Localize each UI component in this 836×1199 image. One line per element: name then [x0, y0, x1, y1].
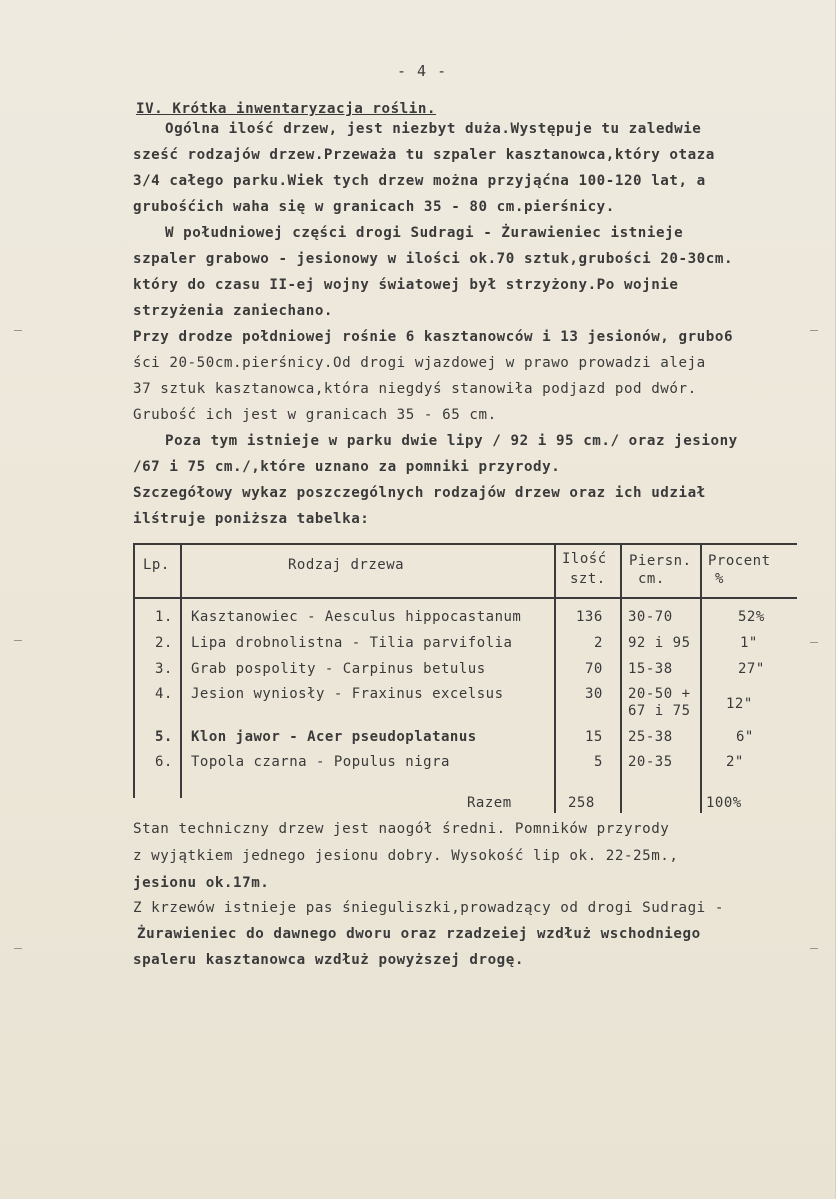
margin-mark: [14, 948, 22, 949]
table-rule-header: [133, 597, 797, 599]
row-rodzaj: Klon jawor - Acer pseudoplatanus: [191, 729, 477, 745]
paragraph-line: który do czasu II-ej wojny światowej był strzyżony.Po wojnie: [133, 277, 679, 293]
row-lp: 4.: [155, 686, 173, 702]
paragraph-line: strzyżenia zaniechano.: [133, 303, 334, 319]
paragraph-line: jesionu ok.17m.: [133, 875, 270, 891]
margin-mark: [810, 948, 818, 949]
row-rodzaj: Lipa drobnolistna - Tilia parvifolia: [191, 635, 513, 651]
paragraph-line: ści 20-50cm.pierśnicy.Od drogi wjazdowej w prawo prowadzi aleja: [133, 355, 706, 371]
paragraph-line: 3/4 całego parku.Wiek tych drzew można przyjąćna 100-120 lat, a: [133, 173, 706, 189]
paragraph-line: Grubość ich jest w granicach 35 - 65 cm.: [133, 407, 497, 423]
header-ilosc: Ilość: [562, 551, 607, 567]
row-rodzaj: Topola czarna - Populus nigra: [191, 754, 450, 770]
header-procent-unit: %: [715, 571, 724, 587]
paragraph-line: szpaler grabowo - jesionowy w ilości ok.70 sztuk,grubości 20-30cm.: [133, 251, 734, 267]
total-label: Razem: [467, 795, 512, 811]
row-piersn: 20-35: [628, 754, 673, 770]
paragraph-line: z wyjątkiem jednego jesionu dobry. Wysokość lip ok. 22-25m.,: [133, 848, 679, 864]
page-number: - 4 -: [397, 62, 448, 80]
row-piersn-second: 67 i 75: [628, 703, 691, 719]
paragraph-line: 37 sztuk kasztanowca,która niegdyś stanowiła podjazd pod dwór.: [133, 381, 697, 397]
row-piersn: 20-50 +: [628, 686, 691, 702]
margin-mark: [810, 642, 818, 643]
row-lp: 6.: [155, 754, 173, 770]
row-ilosc: 70: [585, 661, 603, 677]
paragraph-line: Żurawieniec do dawnego dworu oraz rzadzeiej wzdłuż wschodniego: [137, 926, 701, 942]
paragraph-line: grubośćich waha się w granicach 35 - 80 cm.pierśnicy.: [133, 199, 615, 215]
table-rule-vertical: [700, 543, 702, 813]
row-procent: 52%: [738, 609, 765, 625]
section-heading: IV. Krótka inwentaryzacja roślin.: [136, 101, 437, 117]
table-rule-vertical: [133, 543, 135, 798]
table-rule-vertical: [180, 543, 182, 798]
margin-mark: [14, 330, 22, 331]
table-rule-vertical: [554, 543, 556, 813]
header-lp: Lp.: [143, 557, 170, 573]
row-lp: 5.: [155, 729, 173, 745]
margin-mark: [14, 640, 22, 641]
header-piersn-unit: cm.: [638, 571, 665, 587]
total-procent: 100%: [706, 795, 742, 811]
row-piersn: 25-38: [628, 729, 673, 745]
paragraph-line: ilśtruje poniższa tabelka:: [133, 511, 370, 527]
paragraph-line: Szczegółowy wykaz poszczególnych rodzajów drzew oraz ich udział: [133, 485, 706, 501]
row-lp: 2.: [155, 635, 173, 651]
margin-mark: [810, 330, 818, 331]
header-piersn: Piersn.: [629, 553, 692, 569]
row-piersn: 15-38: [628, 661, 673, 677]
paragraph-line: Poza tym istnieje w parku dwie lipy / 92 i 95 cm./ oraz jesiony: [165, 433, 738, 449]
paragraph-line: /67 i 75 cm./,które uznano za pomniki przyrody.: [133, 459, 561, 475]
row-rodzaj: Kasztanowiec - Aesculus hippocastanum: [191, 609, 522, 625]
row-ilosc: 2: [594, 635, 603, 651]
row-procent: 1": [740, 635, 758, 651]
table-rule-vertical: [620, 543, 622, 813]
header-ilosc-unit: szt.: [570, 571, 606, 587]
row-procent: 2": [726, 754, 744, 770]
paragraph-line: Ogólna ilość drzew, jest niezbyt duża.Występuje tu zaledwie: [165, 121, 702, 137]
row-ilosc: 5: [594, 754, 603, 770]
total-ilosc: 258: [568, 795, 595, 811]
row-procent: 12": [726, 696, 753, 712]
row-lp: 1.: [155, 609, 173, 625]
paragraph-line: sześć rodzajów drzew.Przeważa tu szpaler kasztanowca,który otaza: [133, 147, 715, 163]
row-rodzaj: Jesion wyniosły - Fraxinus excelsus: [191, 686, 504, 702]
table-rule-top: [133, 543, 797, 545]
row-ilosc: 30: [585, 686, 603, 702]
paragraph-line: spaleru kasztanowca wzdłuż powyższej drogę.: [133, 952, 524, 968]
row-ilosc: 136: [576, 609, 603, 625]
row-rodzaj: Grab pospolity - Carpinus betulus: [191, 661, 486, 677]
row-ilosc: 15: [585, 729, 603, 745]
header-procent: Procent: [708, 553, 771, 569]
row-lp: 3.: [155, 661, 173, 677]
paragraph-line: W południowej części drogi Sudragi - Żurawieniec istnieje: [165, 225, 684, 241]
row-piersn: 30-70: [628, 609, 673, 625]
paragraph-line: Przy drodze połdniowej rośnie 6 kasztanowców i 13 jesionów, grubo6: [133, 329, 734, 345]
row-procent: 27": [738, 661, 765, 677]
row-procent: 6": [736, 729, 754, 745]
row-piersn: 92 i 95: [628, 635, 691, 651]
header-rodzaj: Rodzaj drzewa: [288, 557, 405, 573]
paragraph-line: Z krzewów istnieje pas śnieguliszki,prowadzący od drogi Sudragi -: [133, 900, 724, 916]
paragraph-line: Stan techniczny drzew jest naogół średni. Pomników przyrody: [133, 821, 670, 837]
tree-inventory-table: [133, 543, 797, 813]
